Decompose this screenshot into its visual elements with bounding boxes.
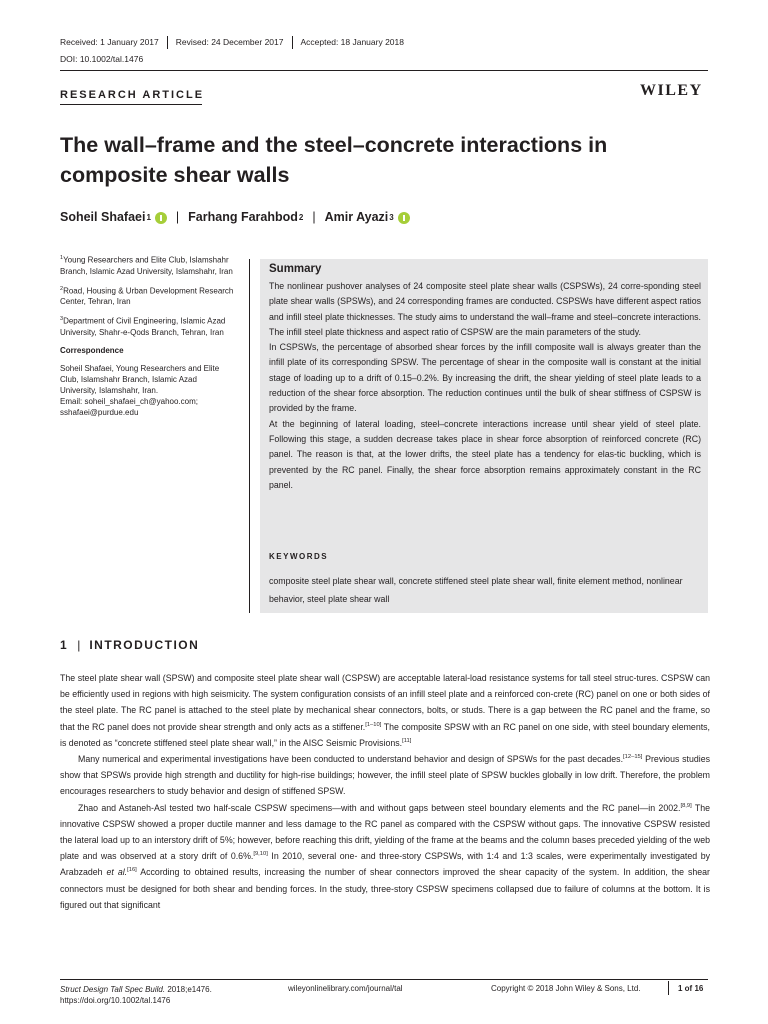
footer-rule: [60, 979, 708, 980]
citation[interactable]: [12–15]: [623, 754, 643, 761]
correspondence-line: Soheil Shafaei, Young Researchers and Elite: [60, 363, 220, 373]
article-type-underline: [60, 104, 202, 105]
author-affiliation-sup: 3: [389, 212, 394, 222]
article-dates: [60, 37, 404, 49]
section-title: INTRODUCTION: [89, 638, 200, 652]
keywords-heading: KEYWORDS: [269, 552, 329, 561]
revised-date: Revised: 24 December 2017: [175, 37, 284, 47]
section-number: 1: [60, 638, 69, 652]
header-rule: [60, 70, 708, 71]
body-paragraph: Many numerical and experimental investigations have been conducted to understand behavior and design of SPSWs for the past decades.[12–15] Previous studies show that SPSWs provide high strength and ductility for high-rise buildings; however, the infill steel plate of SPSW buckles globally in low drift. Therefore, the problem encourages researchers to study behavior and design of stiffened SPSW.: [60, 754, 710, 797]
article-title: [60, 130, 700, 190]
summary-paragraph: At the beginning of lateral loading, steel–concrete interactions increase until shear yield of steel plate. Following this stage, a sudden decrease takes place in shear force absorption of reinforced concrete (RC) panel. The reason is that, at the lower drifts, the steel plate has a tendency for elas-tic buckling, which is prevented by the RC panel. Finally, the shear force absorption remains approximately constant in the RC panel.: [269, 418, 701, 490]
orcid-icon[interactable]: [398, 212, 410, 224]
correspondence-line: University, Islamshahr, Iran.: [60, 385, 159, 395]
author-list: [60, 210, 410, 224]
affiliations: [60, 253, 250, 418]
author-name[interactable]: Amir Ayazi: [324, 210, 389, 224]
section-heading: [60, 638, 199, 652]
affiliation: $^3$Department of Civil Engineering, Islamic Azad University, Shahr-e-Qods Branch, Tehran, Iran: [60, 316, 226, 337]
orcid-icon[interactable]: [155, 212, 167, 224]
correspondence-email[interactable]: Email: soheil_shafaei_ch@yahoo.com;: [60, 396, 198, 406]
author-affiliation-sup: 1: [146, 212, 151, 222]
citation[interactable]: [16]: [127, 867, 137, 874]
citation[interactable]: [8,9]: [680, 802, 692, 809]
author-name[interactable]: Farhang Farahbod: [188, 210, 298, 224]
title-line: The wall–frame and the steel–concrete interactions in: [60, 133, 608, 157]
correspondence-line: Club, Islamshahr Branch, Islamic Azad: [60, 374, 197, 384]
divider: [167, 36, 168, 49]
summary-paragraph: In CSPSWs, the percentage of absorbed shear forces by the infill composite wall is always greater than the infill plate of its corresponding SPSW. The percentage of shear in the composite wall is constant at the initial stage of loading up to a drift of 0.15–0.2%. By increasing the drift, the shear yielding of steel plate leads to a reduction of the shear force absorption. The reduction continues until the bulk of shear stiffness of CSPSW is provided by the frame.: [269, 342, 701, 414]
summary-text: [269, 279, 701, 493]
received-date: Received: 1 January 2017: [60, 37, 159, 47]
citation[interactable]: [11]: [402, 737, 412, 744]
footer-divider: [668, 981, 669, 995]
article-type-label: RESEARCH ARTICLE: [60, 89, 205, 101]
keywords-text: composite steel plate shear wall, concrete stiffened steel plate shear wall, finite element method, nonlinear behavior, steel plate shear wall: [269, 576, 683, 604]
correspondence-email[interactable]: sshafaei@purdue.edu: [60, 407, 139, 417]
author-affiliation-sup: 2: [298, 212, 304, 222]
citation[interactable]: [9,10]: [253, 851, 268, 858]
title-line: composite shear walls: [60, 163, 290, 187]
citation[interactable]: [1–10]: [365, 721, 382, 728]
author-separator: |: [312, 210, 316, 224]
footer-copyright: Copyright © 2018 John Wiley & Sons, Ltd.: [491, 984, 641, 993]
correspondence-heading: Correspondence: [60, 345, 124, 355]
body-paragraph: Zhao and Astaneh-Asl tested two half-scale CSPSW specimens—with and without gaps between steel boundary elements and the RC panel—in 2002.[8,9] The innovative CSPSW showed a proper ductile manner and less damage to the RC panel as compared with the CSPSW without gaps. The innovative CSPSW resisted the lateral load up to an interstory drift of 5%; however, before reaching this drift, yielding of the frame at the beams and the column bases preceded yielding of the web plate and was observed at a story drift of 0.6%.[9,10] In 2010, several one- and three-story CSPSWs, with 1:4 and 1:3 scales, were experimentally investigated by Arabzadeh et al.[16] According to obtained results, increasing the number of shear connectors improved the shear capacity of the system. In addition, the shear connectors must be designed for both shear and bending forces. In the study, three-story CSPSW specimens collapsed due to failure of columns at the bottom. It is figured out that significant: [60, 802, 711, 910]
publisher-logo: WILEY: [640, 82, 703, 99]
author-separator: |: [175, 210, 180, 224]
summary-heading: Summary: [269, 263, 322, 275]
doi[interactable]: DOI: 10.1002/tal.1476: [60, 54, 144, 64]
affiliation: $^2$Road, Housing & Urban Development Research Center, Tehran, Iran: [60, 285, 234, 307]
divider: [292, 36, 293, 49]
footer-doi-link[interactable]: https://doi.org/10.1002/tal.1476: [60, 996, 171, 1005]
footer-citation: Struct Design Tall Spec Build. 2018;e1476. https://doi.org/10.1002/tal.1476: [60, 985, 212, 1005]
author-name[interactable]: Soheil Shafaei: [60, 210, 146, 224]
accepted-date: Accepted: 18 January 2018: [300, 37, 404, 47]
summary-side-rule: [249, 259, 250, 613]
page-number: 1 of 16: [678, 984, 704, 993]
footer-site-link[interactable]: wileyonlinelibrary.com/journal/tal: [288, 984, 403, 993]
summary-paragraph: The nonlinear pushover analyses of 24 composite steel plate shear walls (CSPSWs), 24 corre-sponding steel plate shear walls (SPSWs), and 24 corresponding frames are conducted. CSPSWs have different aspect ratios and infill steel plate thicknesses. The study aims to understand the wall–frame and steel–concrete interactions. The infill steel plate thickness and aspect ratio of CSPSW are the main parameters of the study.: [269, 281, 701, 337]
section-separator: |: [77, 638, 81, 652]
affiliation: $^1$Young Researchers and Elite Club, Islamshahr Branch, Islamic Azad University, Islamshahr, Iran: [60, 255, 233, 276]
body-paragraph: The steel plate shear wall (SPSW) and composite steel plate shear wall (CSPSW) are acceptable lateral-load resistance systems for tall steel struc-tures. CSPSW can be efficiently used in regions with high seismicity. The system configuration consists of an infill steel plate and a reinforced con-crete (RC) panel on one or both sides of the steel plate. The RC panel is attached to the steel plate by mechanical shear connectors, bolts, or studs. There is a gap between the RC panel and the frame, so that the RC panel does not provide shear strength and only acts as a stiffener.[1–10] The composite SPSW with an RC panel on one side, with steel boundary elements, is denoted as “concrete stiffened steel plate shear wall,” in the AISC Seismic Provisions.[11]: [60, 673, 710, 748]
body-text: [60, 670, 710, 913]
